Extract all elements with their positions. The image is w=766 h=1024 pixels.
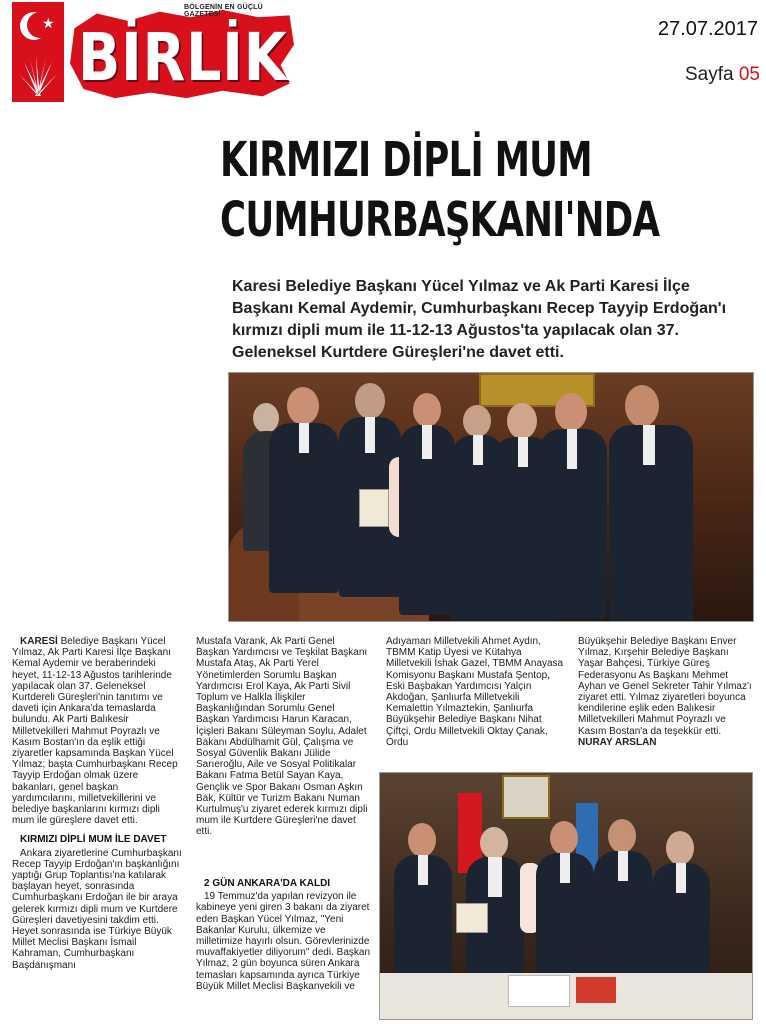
page-indicator — [685, 64, 760, 86]
article-lead: Karesi Belediye Başkanı Yücel Yılmaz ve Ak Parti Karesi İlçe Başkanı Kemal Aydemir, Cumhurbaşkanı Recep Tayyip Erdoğan'ı kırmızı dipli mum ile 11-12-13 Ağustos'ta yapılacak olan 37. Geleneksel Kurtdere Güreşleri'ne davet etti. — [232, 278, 727, 361]
article-column-4 — [578, 636, 756, 748]
col4-paragraph-1: Büyükşehir Belediye Başkanı Enver Yılmaz, Kırşehir Belediye Başkanı Yaşar Bahçesi, Türkiye Güreş Federasyonu As Başkanı Mehmet Ayhan ve Genel Sekreter Tahir Yılmaz'ı ziyaret etti. Yılmaz ziyaretleri boyunca kendilerine eşlik eden Balıkesir Milletvekilleri Mahmut Poyrazlı ve Kasım Bostan'a da teşekkür etti. — [578, 636, 752, 737]
article-byline: NURAY ARSLAN — [578, 736, 657, 748]
col1-paragraph-2: Ankara ziyaretlerine Cumhurbaşkanı Recep Tayyip Erdoğan'ın başkanlığını yaptığı Grup Toplantısı'na katılarak başlayan heyet, sonrasında Cumhurbaşkanı Erdoğan ile bir araya gelerek kırmızı dipli mum ve Kurtdere Güreşleri davetiyesini takdim etti. Heyet sonrasında ise Türkiye Büyük Millet Meclisi Başkanı İsmail Kahraman, Cumhurbaşkanı Başdanışmanı — [12, 847, 182, 971]
article-column-2 — [196, 636, 368, 838]
article-dateline: KARESİ — [20, 636, 58, 647]
headline-line-2: CUMHURBAŞKANI'NDA — [220, 192, 660, 248]
article-column-1 — [12, 636, 182, 971]
col2-subheading: 2 GÜN ANKARA'DA KALDI — [204, 878, 331, 889]
article-column-3 — [386, 636, 564, 748]
col2-paragraph-2: 19 Temmuz'da yapılan revizyon ile kabineye yeni giren 3 bakanı da ziyaret eden Başkan Yücel Yılmaz, "Yeni Bakanlar Kurulu, ülkemize ve milletimize hayırlı olsun. Görevlerinizde muvaffakiyetler diliyorum" dedi. Başkan Yılmaz, 2 gün boyunca süren Ankara temasları kapsamında ayrıca Türkiye Büyük Millet Meclisi Başkanvekili ve — [196, 891, 370, 992]
masthead-name: BİRLİK — [78, 19, 288, 96]
article-photo-main — [228, 372, 754, 622]
article-photo-secondary — [379, 772, 753, 1020]
col1-paragraph-1: Belediye Başkanı Yücel Yılmaz, Ak Parti Karesi İlçe Başkanı Kemal Aydemir ve beraberindeki heyet, 11-12-13 Ağustos tarihlerinde yapılacak olan 37. Geleneksel Kurtdereli Güreşleri'nin tanıtımı ve daveti için Ankara'da temaslarda bulundu. Ak Parti Balıkesir Milletvekilleri Mahmut Poyrazlı ve Kasım Bostan'ın da eşlik ettiği ziyaretler kapsamında Başkan Yücel Yılmaz; başta Cumhurbaşkanı Recep Tayyip Erdoğan olmak üzere bakanları, genel başkan yardımcılarını, milletvekillerini ve belediye başkanlarını kırmızı dipli mum ile güreşlere davet etti. — [12, 636, 178, 827]
page-number: 05 — [738, 64, 760, 85]
page-label: Sayfa — [684, 64, 734, 85]
col3-paragraph-1: Adıyaman Milletvekili Ahmet Aydın, TBMM Katip Üyesi ve Kütahya Milletvekili İshak Gazel, TBMM Anayasa Komisyonu Başkanı Mustafa Şentop, Eski Başbakan Yardımcısı Yalçın Akdoğan, Şanlıurfa Milletvekili Kemalettin Yılmaztekin, Şanlıurfa Büyükşehir Belediye Başkanı Nihat Çiftçi, Ordu Milletvekili Oktay Çanak, Ordu — [386, 636, 564, 748]
newspaper-logo — [12, 2, 294, 106]
masthead-tagline: BÖLGENİN EN GÜÇLÜ GAZETESİ — [184, 4, 263, 18]
headline-line-1: KIRMIZI DİPLİ MUM — [220, 132, 592, 188]
crescent-star-emblem-icon: ★ — [12, 2, 64, 102]
issue-date: 27.07.2017 — [657, 18, 758, 40]
article-column-2-lower — [196, 878, 370, 992]
article-headline — [220, 130, 760, 250]
col2-paragraph-1: Mustafa Varank, Ak Parti Genel Başkan Yardımcısı ve Teşkilat Başkanı Mustafa Ataş, Ak Parti Yerel Yönetimlerden Sorumlu Başkan Yardımcısı Erol Kaya, Ak Parti Sivil Toplum ve Halkla İlişkiler Başkanlığından Sorumlu Genel Başkan Yardımcısı Harun Karacan, İçişleri Bakanı Süleyman Soylu, Adalet Bakanı Abdülhamit Gül, Çalışma ve Sosyal Güvenlik Bakanı Jülide Sarıeroğlu, Aile ve Sosyal Politikalar Bakanı Fatma Betül Sayan Kaya, Gençlik ve Spor Bakanı Osman Aşkın Bak, Kültür ve Turizm Bakanı Numan Kurtulmuş'u ziyaret ederek kırmızı dipli mum ile Kurtdere Güreşleri'ne davet etti. — [196, 636, 368, 838]
col1-subheading: KIRMIZI DİPLİ MUM İLE DAVET — [20, 834, 167, 846]
